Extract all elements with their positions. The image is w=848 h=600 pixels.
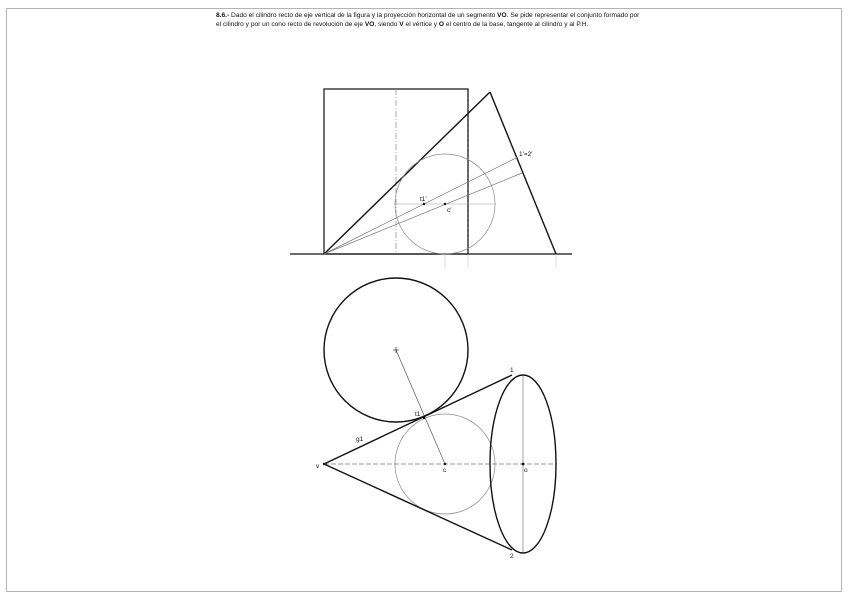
elevation-view [290,89,572,268]
point-c-prime [444,203,446,205]
label-c-prime: c' [447,207,452,214]
label-t1-prime: t1' [420,196,427,203]
point-t1 [423,417,425,419]
cone-axis-elevation [324,173,522,254]
label-g1: g1 [356,436,364,443]
statement-vo-2: VO [364,20,375,28]
statement-text-5: el centro de la base, tangente al cilindro y al P.H. [444,20,589,28]
cone-contour-left [324,92,490,254]
point-c [444,463,446,465]
statement-text-1: Dado el cilindro recto de eje vertical de la figura y la proyección horizontal de un segmento [231,12,498,19]
statement-text-2: . Se pide representar el conjunto formado por el cilindro y por un cono recto de revolución de eje [216,12,640,28]
label-c: c [443,467,447,474]
cone-generatrix-lower [324,464,512,550]
label-o: o [524,467,528,474]
label-t1: t1 [415,411,421,418]
label-one: 1 [510,367,514,374]
cone-generatrix-g1 [324,375,512,464]
cone-contour-right [490,92,556,254]
point-o [522,463,525,466]
point-t1-prime [423,203,425,205]
cone-base-line-elevation [324,157,518,254]
statement-text-3: , siendo [374,20,400,28]
statement-v: V [399,20,404,28]
point-v [323,463,325,465]
label-v: v [316,463,320,470]
statement-vo-1: VO [497,12,507,19]
problem-number: 8.6.- [216,12,230,19]
plan-view [316,278,556,560]
statement-text-4: el vértice y [403,20,439,28]
label-two: 2 [510,553,514,560]
statement-o: O [438,20,445,28]
radius-construction [396,350,445,464]
label-one-eq-two-prime: 1'=2' [519,151,533,158]
